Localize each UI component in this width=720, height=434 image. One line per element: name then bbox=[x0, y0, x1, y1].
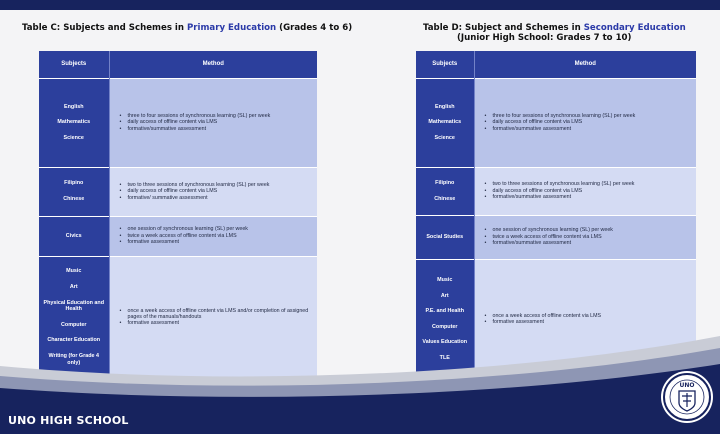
method-item: • two to three sessions of synchronous learning (SL) per week bbox=[485, 181, 691, 187]
table-d-title-line2: (Junior High School: Grades 7 to 10) bbox=[457, 33, 632, 43]
method-item: • formative/summative assessment bbox=[485, 126, 691, 132]
table-c-row bbox=[39, 167, 317, 216]
table-d-title-plain: Table D: Subject and Schemes in bbox=[423, 23, 584, 33]
subject-name: Writing (for Grade 4 only) bbox=[48, 352, 100, 366]
table-c bbox=[39, 51, 317, 378]
method-cell bbox=[109, 216, 317, 256]
method-item: • formative assessment bbox=[120, 320, 312, 326]
subject-name: Physical Education and Health bbox=[43, 299, 104, 313]
method-item: • once a week access of offline content via LMS and/or completion of assigned pages of the manuals/handouts bbox=[120, 308, 312, 321]
method-item: • formative/summative assessment bbox=[485, 240, 691, 246]
school-seal-text: UNO bbox=[679, 382, 695, 389]
method-list bbox=[120, 182, 312, 201]
method-item: • daily access of offline content via LMS bbox=[120, 188, 312, 194]
table-c-title-accent: Primary Education bbox=[186, 23, 277, 33]
method-item: • twice a week access of offline content via LMS bbox=[485, 234, 691, 240]
subject-name: Character Education bbox=[47, 337, 101, 344]
table-c-header-row bbox=[39, 51, 317, 78]
table-c-row bbox=[39, 216, 317, 256]
table-d-header-subjects: Subjects bbox=[416, 51, 474, 78]
method-item: • one session of synchronous learning (SL) per week bbox=[485, 227, 691, 233]
method-item: • three to four sessions of synchronous learning (SL) per week bbox=[485, 113, 691, 119]
subject-name: Mathematics bbox=[428, 119, 462, 126]
table-c-header-method: Method bbox=[109, 51, 317, 78]
subjects-cell bbox=[39, 216, 109, 256]
table-d-row bbox=[416, 78, 696, 167]
subject-name: Civics bbox=[65, 232, 82, 239]
subject-name: English bbox=[64, 103, 84, 110]
method-cell bbox=[474, 215, 696, 259]
method-item: • formative assessment bbox=[485, 319, 691, 325]
table-c-title-plain: Table C: Subjects and Schemes in bbox=[22, 23, 187, 33]
method-item: • daily access of offline content via LMS bbox=[120, 119, 312, 125]
table-c-row bbox=[39, 78, 317, 167]
method-item: • three to four sessions of synchronous learning (SL) per week bbox=[120, 113, 312, 119]
method-cell bbox=[109, 167, 317, 216]
method-item: • once a week access of offline content via LMS bbox=[485, 313, 691, 319]
subject-name: Science bbox=[63, 134, 84, 141]
subject-name: Filipino bbox=[64, 180, 84, 187]
table-c-title-tail: (Grades 4 to 6) bbox=[276, 23, 353, 33]
method-list bbox=[120, 226, 312, 245]
table-d-row bbox=[416, 215, 696, 259]
subjects-cell bbox=[416, 78, 474, 167]
table-c-header-subjects: Subjects bbox=[39, 51, 109, 78]
method-list bbox=[485, 113, 691, 132]
subject-name: Computer bbox=[61, 321, 87, 328]
method-item: • daily access of offline content via LMS bbox=[485, 188, 691, 194]
method-list bbox=[485, 313, 691, 326]
method-cell bbox=[474, 167, 696, 215]
method-cell bbox=[474, 78, 696, 167]
subject-name: Science bbox=[434, 134, 455, 141]
subject-name: Chinese bbox=[63, 196, 85, 202]
subject-name: Chinese bbox=[434, 195, 456, 202]
table-d-title bbox=[423, 23, 703, 43]
subject-name: TLE bbox=[439, 354, 450, 361]
subjects-cell bbox=[39, 78, 109, 167]
method-list bbox=[485, 181, 691, 200]
school-seal-logo bbox=[660, 370, 714, 424]
table-d-header-method: Method bbox=[474, 51, 696, 78]
table-d-header-row bbox=[416, 51, 696, 78]
method-item: • formative/ summative assessment bbox=[120, 195, 312, 201]
subject-name: Values Education bbox=[422, 339, 468, 346]
table-d-title-accent: Secondary Education bbox=[583, 23, 686, 33]
subject-name: Music bbox=[66, 268, 82, 275]
subject-name: Social Studies bbox=[426, 233, 464, 240]
method-item: • formative/summative assessment bbox=[120, 126, 312, 132]
method-list bbox=[120, 308, 312, 327]
subject-name: Computer bbox=[432, 323, 458, 330]
school-name: UNO HIGH SCHOOL bbox=[8, 414, 129, 427]
subjects-cell bbox=[39, 167, 109, 216]
subject-name: Art bbox=[69, 283, 78, 290]
subjects-cell bbox=[416, 167, 474, 215]
table-d-row bbox=[416, 167, 696, 215]
method-item: • daily access of offline content via LMS bbox=[485, 119, 691, 125]
method-item: • one session of synchronous learning (SL) per week bbox=[120, 226, 312, 232]
top-banner bbox=[0, 0, 720, 10]
method-cell bbox=[109, 78, 317, 167]
subject-name: Art bbox=[440, 292, 449, 299]
method-item: • formative assessment bbox=[120, 239, 312, 245]
subjects-cell bbox=[416, 215, 474, 259]
subject-name: English bbox=[435, 103, 455, 110]
method-item: • twice a week access of offline content via LMS bbox=[120, 233, 312, 239]
method-list bbox=[485, 227, 691, 246]
subject-name: P.E. and Health bbox=[425, 308, 465, 315]
method-item: • formative/summative assessment bbox=[485, 194, 691, 200]
method-list bbox=[120, 113, 312, 132]
subject-name: Mathematics bbox=[57, 119, 91, 126]
table-c-title bbox=[22, 23, 362, 33]
subject-name: Music bbox=[437, 276, 453, 283]
method-item: • two to three sessions of synchronous learning (SL) per week bbox=[120, 182, 312, 188]
subject-name: Filipino bbox=[435, 179, 455, 186]
